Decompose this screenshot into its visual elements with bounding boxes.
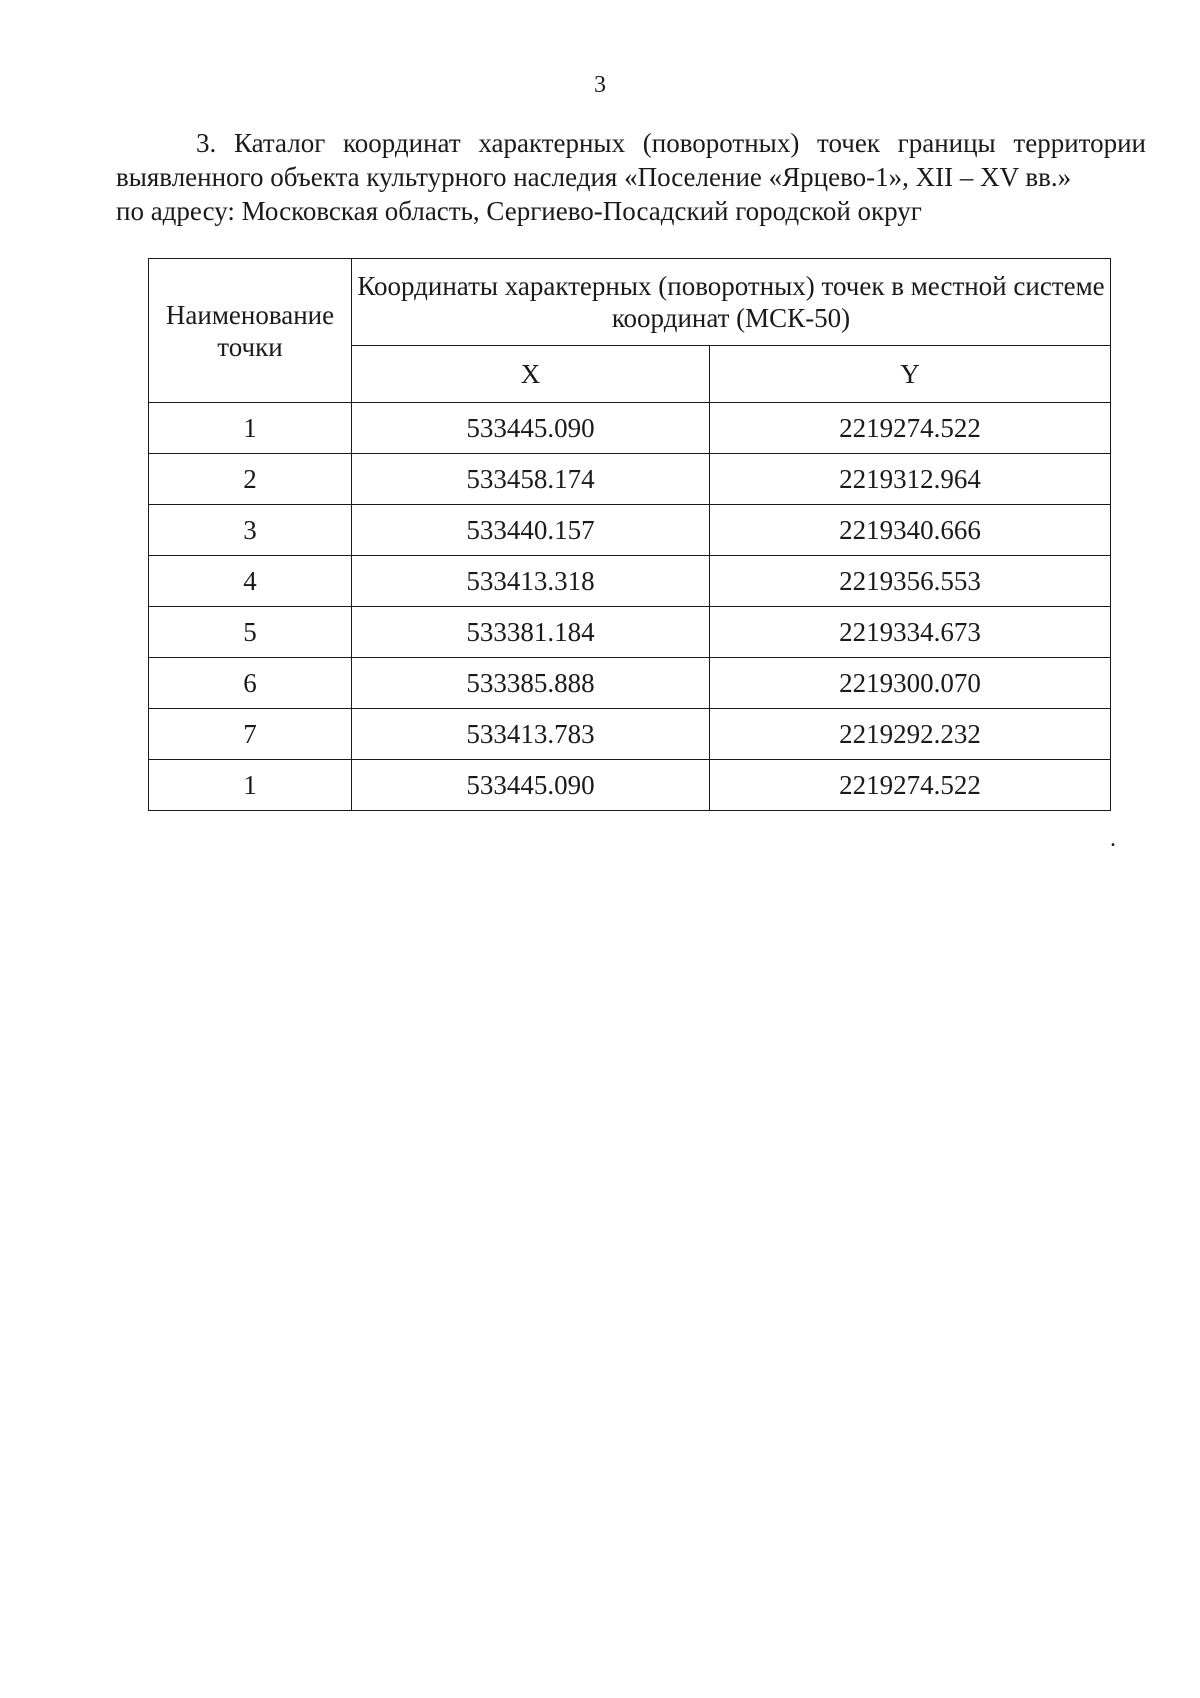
cell-x: 533413.318 [352,556,710,607]
header-point-name: Наименование точки [149,259,352,403]
cell-y: 2219292.232 [710,709,1111,760]
cell-y: 2219274.522 [710,403,1111,454]
cell-y: 2219274.522 [710,760,1111,811]
header-coordinates: Координаты характерных (поворотных) точек в местной системе координат (МСК-50) [352,259,1111,346]
page-number: 3 [594,72,606,98]
table-row [149,658,1111,709]
cell-point: 2 [149,454,352,505]
cell-y: 2219300.070 [710,658,1111,709]
document-heading [116,126,1146,228]
cell-point: 7 [149,709,352,760]
heading-address: по адресу: Московская область, Сергиево-Посадский городской округ [116,196,922,226]
table-body [149,403,1111,811]
cell-point: 1 [149,760,352,811]
cell-x: 533385.888 [352,658,710,709]
cell-point: 3 [149,505,352,556]
coordinates-table [148,258,1111,811]
cell-point: 6 [149,658,352,709]
cell-x: 533445.090 [352,403,710,454]
header-x: X [352,346,710,403]
cell-point: 5 [149,607,352,658]
table-row [149,607,1111,658]
header-y: Y [710,346,1111,403]
cell-x: 533381.184 [352,607,710,658]
table-row [149,505,1111,556]
table-row [149,760,1111,811]
cell-x: 533413.783 [352,709,710,760]
cell-point: 4 [149,556,352,607]
cell-y: 2219340.666 [710,505,1111,556]
cell-point: 1 [149,403,352,454]
heading-text: 3. Каталог координат характерных (поворотных) точек границы территории выявленного объекта культурного наследия «Поселение «Ярцево-1», XII – XV вв.» [116,128,1146,192]
cell-y: 2219334.673 [710,607,1111,658]
table-row [149,454,1111,505]
table-row [149,403,1111,454]
table-row [149,556,1111,607]
cell-y: 2219312.964 [710,454,1111,505]
trailing-mark: . [1110,826,1116,852]
table-row [149,709,1111,760]
cell-x: 533440.157 [352,505,710,556]
cell-y: 2219356.553 [710,556,1111,607]
cell-x: 533458.174 [352,454,710,505]
cell-x: 533445.090 [352,760,710,811]
